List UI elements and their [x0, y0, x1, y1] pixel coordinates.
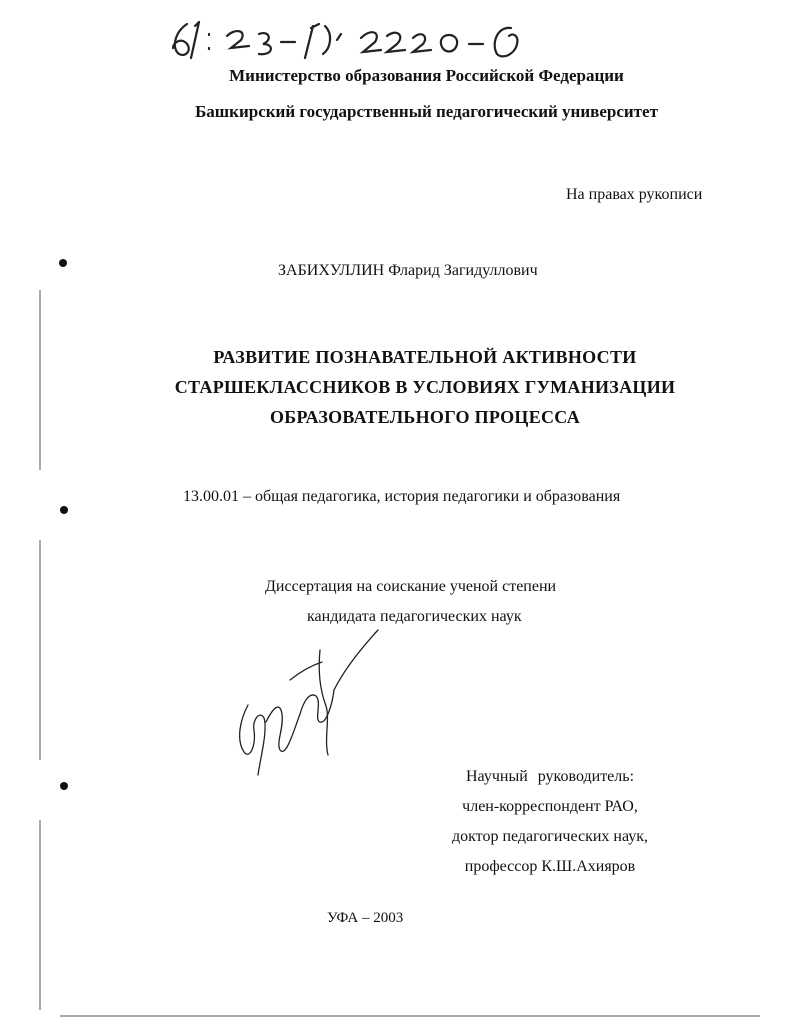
punch-hole-mark — [59, 259, 67, 267]
degree-line-1: Диссертация на соискание ученой степени — [265, 578, 557, 595]
university-heading: Башкирский государственный педагогический университет — [195, 102, 658, 121]
ministry-heading: Министерство образования Российской Федерации — [229, 66, 624, 85]
supervisor-line: член-корреспондент РАО, — [462, 798, 638, 815]
city-year: УФА – 2003 — [327, 910, 404, 926]
supervisor-block — [430, 762, 670, 882]
title-line: ОБРАЗОВАТЕЛЬНОГО ПРОЦЕССА — [269, 407, 581, 427]
handwritten-catalog-number — [165, 14, 535, 64]
supervisor-line: Научный руководитель: — [465, 768, 635, 785]
degree-line-2: кандидата педагогических наук — [307, 608, 522, 625]
author-name: ЗАБИХУЛЛИН Фларид Загидуллович — [278, 262, 538, 279]
manuscript-rights-label: На правах рукописи — [566, 186, 703, 203]
supervisor-line: доктор педагогических наук, — [451, 828, 649, 845]
title-line: СТАРШЕКЛАССНИКОВ В УСЛОВИЯХ ГУМАНИЗАЦИИ — [174, 377, 676, 397]
punch-hole-mark — [60, 506, 68, 514]
signature — [230, 610, 390, 785]
title-line: РАЗВИТИЕ ПОЗНАВАТЕЛЬНОЙ АКТИВНОСТИ — [213, 347, 637, 367]
supervisor-line: профессор К.Ш.Ахияров — [464, 858, 636, 875]
punch-hole-mark — [60, 782, 68, 790]
dissertation-title — [130, 342, 720, 432]
specialty-code: 13.00.01 – общая педагогика, история педагогики и образования — [183, 488, 621, 505]
